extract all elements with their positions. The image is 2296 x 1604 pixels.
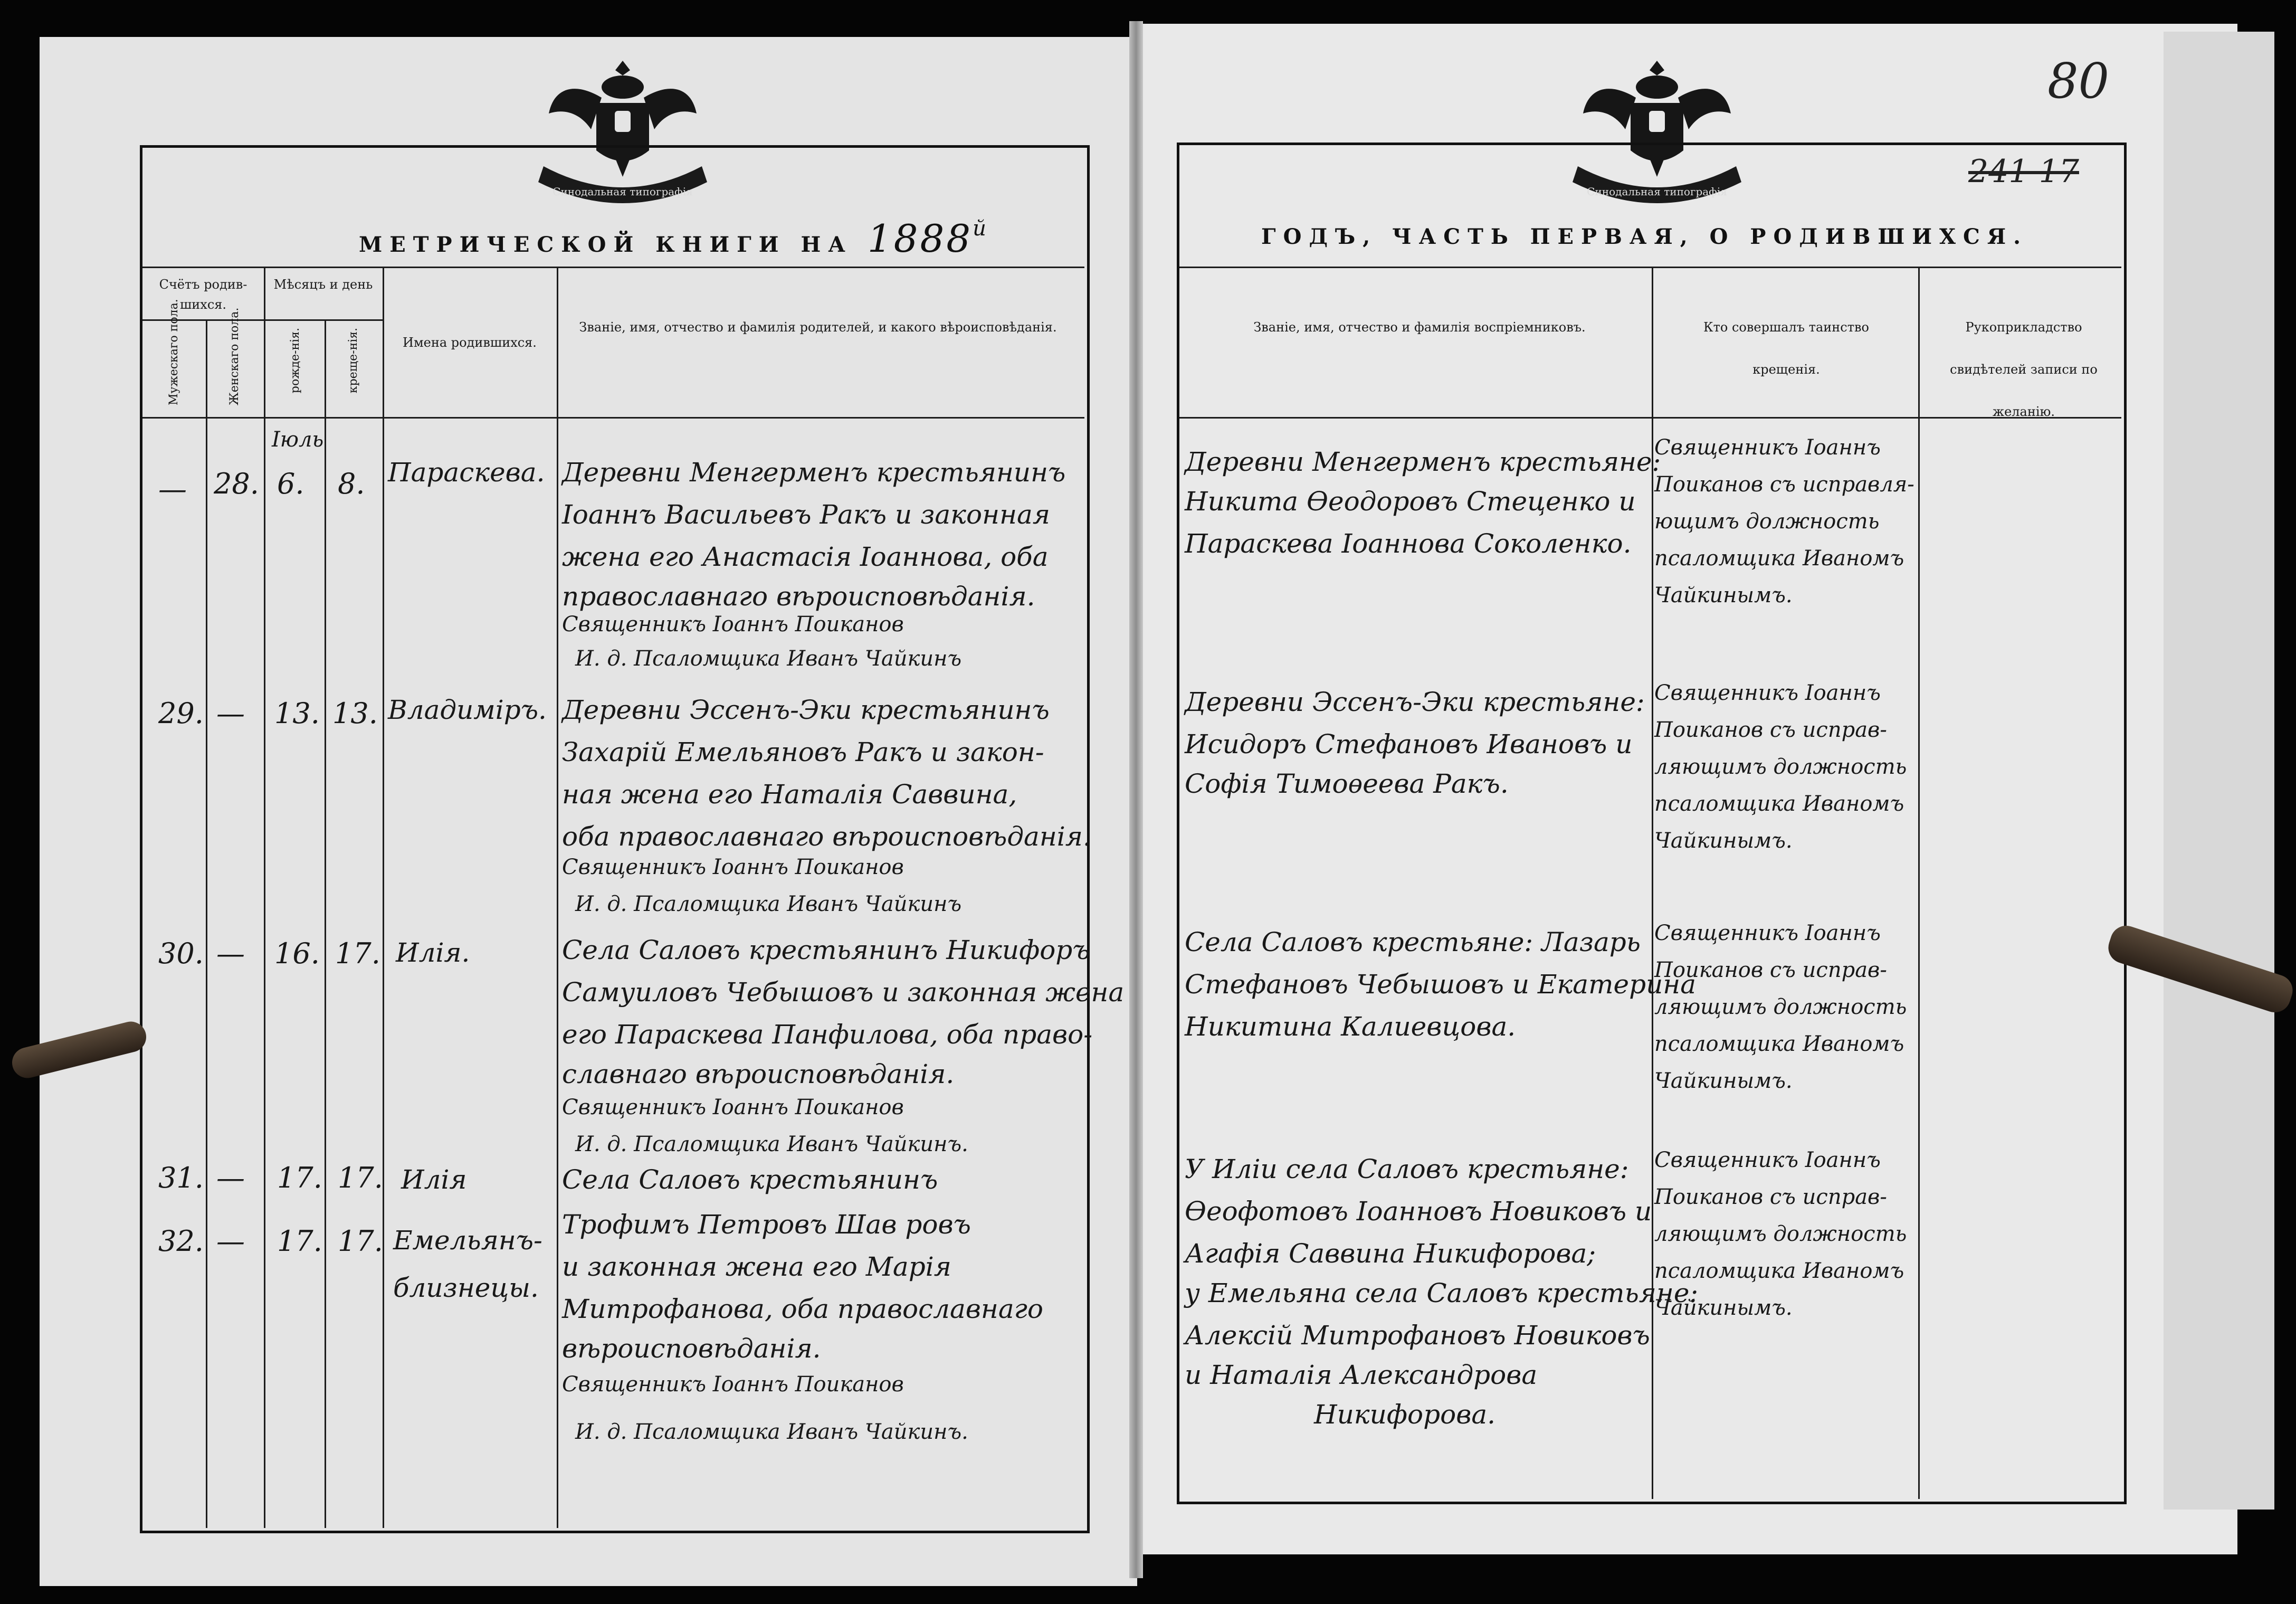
priest-signature: Священникъ Іоаннъ Поиканов — [562, 1372, 904, 1397]
entry-female-count: — — [216, 697, 245, 730]
psalmist-signature: И. д. Псаломщика Иванъ Чайкинъ — [575, 892, 962, 916]
entry-child-name: Емельянъ- — [393, 1225, 542, 1256]
entry-parents-line: славнаго вѣроисповѣданія. — [562, 1059, 955, 1089]
left-title: МЕТРИЧЕСКОЙ КНИГИ НА 1888й — [359, 216, 988, 261]
entry-godparents-line: Никита Ѳеодоровъ Стеценко и — [1185, 486, 1636, 517]
emblem-ribbon-text: Синодальная типографія — [1587, 185, 1727, 198]
col-header-parents: Званіе, имя, отчество и фамилія родителей, и какого вѣроисповѣданія. — [579, 320, 1057, 335]
header-bottom-rule — [142, 417, 1084, 419]
entry-performed-line: Поиканов съ исправ- — [1654, 958, 1887, 982]
col-header-witnesses: Рукоприкладство свидѣтелей записи по желанію. — [1950, 320, 2098, 419]
psalmist-signature: И. д. Псаломщика Иванъ Чайкинъ. — [575, 1420, 968, 1444]
entry-performed-line: ляющимъ должность — [1654, 755, 1907, 779]
psalmist-signature: И. д. Псаломщика Иванъ Чайкинъ — [575, 647, 962, 671]
col-divider — [383, 267, 384, 1528]
entry-performed-line: Священникъ Іоаннъ — [1654, 921, 1881, 945]
entry-parents-line: оба православнаго вѣроисповѣданія. — [562, 821, 1091, 852]
priest-signature: Священникъ Іоаннъ Поиканов — [562, 855, 904, 879]
entry-godparents-line: Исидоръ Стефановъ Ивановъ и — [1185, 729, 1633, 760]
entry-baptism-day: 8. — [338, 467, 365, 500]
entry-parents-line: Села Саловъ крестьянинъ — [562, 1164, 938, 1195]
next-page-edge — [2164, 32, 2274, 1510]
col-header-performed-by: Кто совершалъ таинство крещенія. — [1703, 320, 1869, 377]
entry-parents-line: Деревни Эссенъ-Эки крестьянинъ — [562, 695, 1050, 725]
entry-parents-line: Іоаннъ Васильевъ Ракъ и законная — [562, 499, 1050, 530]
entry-performed-line: Священникъ Іоаннъ — [1654, 1148, 1881, 1172]
entry-parents-line: Захарій Емельяновъ Ракъ и закон- — [562, 737, 1044, 767]
entry-child-name: Илія — [401, 1164, 467, 1195]
entry-parents-line: Села Саловъ крестьянинъ Никифоръ — [562, 935, 1090, 965]
entry-performed-line: ющимъ должность — [1654, 509, 1880, 534]
entry-male-count: — — [158, 472, 187, 506]
emblem-ribbon-text: Синодальная типографія — [552, 185, 693, 198]
date-subrule — [264, 319, 383, 321]
entry-male-count: 30. — [158, 937, 204, 970]
header-top-rule-right — [1179, 267, 2121, 268]
entry-performed-line: Священникъ Іоаннъ — [1654, 681, 1881, 705]
col-header-month-day: Мѣсяцъ и день — [273, 277, 373, 292]
col-divider — [325, 321, 326, 1528]
header-top-rule — [142, 267, 1084, 268]
entry-baptism-day: 17. — [338, 1161, 383, 1194]
entry-baptism-day: 13. — [332, 697, 378, 730]
priest-signature: Священникъ Іоаннъ Поиканов — [562, 1095, 904, 1119]
col-header-godparents: Званіе, имя, отчество и фамилія воспріемниковъ. — [1253, 320, 1586, 335]
entry-parents-line: жена его Анастасія Іоаннова, оба — [562, 542, 1049, 572]
entry-male-count: 31. — [158, 1161, 204, 1194]
entry-godparents-line: Софія Тимоѳеева Ракъ. — [1185, 768, 1509, 799]
entry-performed-line: Поиканов съ исправ- — [1654, 1185, 1887, 1209]
col-header-female: Женскаго пола. — [228, 307, 241, 405]
psalmist-signature: И. д. Псаломщика Иванъ Чайкинъ. — [575, 1132, 968, 1156]
entry-godparents-line: Никитина Калиевцова. — [1185, 1011, 1516, 1042]
entry-godparents-line: Никифорова. — [1314, 1399, 1496, 1430]
col-header-names: Имена родившихся. — [403, 335, 537, 350]
right-title: ГОДЪ, ЧАСТЬ ПЕРВАЯ, О РОДИВШИХСЯ. — [1261, 224, 2028, 249]
book-spine — [1129, 21, 1143, 1578]
entry-godparents-line: Алексій Митрофановъ Новиковъ — [1185, 1320, 1650, 1351]
entry-performed-line: псаломщика Иваномъ — [1654, 1259, 1904, 1283]
entry-child-name: Илія. — [396, 937, 470, 968]
entry-performed-line: Чайкинымъ. — [1654, 583, 1793, 608]
entry-godparents-line: Ѳеофотовъ Іоанновъ Новиковъ и — [1185, 1196, 1652, 1227]
entry-performed-line: псаломщика Иваномъ — [1654, 546, 1904, 571]
entry-godparents-line: Агафія Саввина Никифорова; — [1185, 1238, 1596, 1269]
entry-child-name-note: близнецы. — [393, 1273, 539, 1303]
col-divider — [1918, 267, 1920, 1499]
count-subrule — [142, 319, 264, 321]
entry-birth-day: 13. — [274, 697, 320, 730]
entry-baptism-day: 17. — [338, 1225, 383, 1258]
entry-parents-line: православнаго вѣроисповѣданія. — [562, 581, 1035, 612]
priest-signature: Священникъ Іоаннъ Поиканов — [562, 612, 904, 637]
entry-godparents-line: Параскева Іоаннова Соколенко. — [1185, 528, 1632, 559]
entry-month: Іюль — [272, 428, 324, 452]
entry-godparents-line: Села Саловъ крестьяне: Лазарь — [1185, 927, 1641, 957]
entry-performed-line: Поиканов съ исправля- — [1654, 472, 1914, 497]
entry-performed-line: псаломщика Иваномъ — [1654, 1032, 1904, 1056]
entry-birth-day: 17. — [277, 1225, 322, 1258]
entry-godparents-line: Деревни Эссенъ-Эки крестьяне: — [1185, 687, 1645, 717]
entry-godparents-line: Деревни Менгерменъ крестьяне: — [1185, 447, 1661, 477]
col-divider — [264, 267, 265, 1528]
entry-male-count: 29. — [158, 697, 204, 730]
entry-performed-line: Поиканов съ исправ- — [1654, 718, 1887, 742]
entry-performed-line: Чайкинымъ. — [1654, 1069, 1793, 1093]
entry-child-name: Параскева. — [388, 457, 545, 488]
year: 1888 — [867, 216, 973, 261]
entry-baptism-day: 17. — [335, 937, 380, 970]
entry-performed-line: псаломщика Иваномъ — [1654, 792, 1904, 816]
page-number: 80 — [2047, 53, 2110, 109]
entry-godparents-line: Стефановъ Чебышовъ и Екатерина — [1185, 969, 1697, 1000]
entry-godparents-line: У Иліи села Саловъ крестьяне: — [1185, 1154, 1629, 1184]
entry-godparents-line: и Наталія Александрова — [1185, 1360, 1538, 1390]
col-header-birth: рожде-нія. — [289, 327, 302, 394]
entry-birth-day: 16. — [274, 937, 320, 970]
entry-parents-line: ная жена его Наталія Саввина, — [562, 779, 1017, 810]
entry-female-count: — — [216, 937, 245, 970]
entry-godparents-line: у Емельяна села Саловъ крестьяне: — [1185, 1278, 1699, 1308]
entry-performed-line: Чайкинымъ. — [1654, 829, 1793, 853]
entry-male-count: 32. — [158, 1225, 204, 1258]
entry-parents-line: Митрофанова, оба православнаго — [562, 1294, 1044, 1324]
entry-female-count: 28. — [214, 467, 259, 500]
entry-parents-line: Самуиловъ Чебышовъ и законная жена — [562, 977, 1125, 1008]
entry-birth-day: 17. — [277, 1161, 322, 1194]
entry-female-count: — — [216, 1161, 245, 1194]
entry-parents-line: и законная жена его Марія — [562, 1251, 951, 1282]
col-divider — [206, 321, 207, 1528]
col-header-count: Счётъ родив-шихся. — [159, 277, 247, 312]
struck-number: 241 17 — [1968, 153, 2079, 190]
entry-parents-line: вѣроисповѣданія. — [562, 1333, 821, 1364]
entry-birth-day: 6. — [277, 467, 304, 500]
entry-performed-line: Чайкинымъ. — [1654, 1296, 1793, 1320]
entry-parents-line: Трофимъ Петровъ Шав ровъ — [562, 1209, 971, 1240]
col-header-baptism: креще-нія. — [347, 327, 360, 394]
entry-performed-line: Священникъ Іоаннъ — [1654, 435, 1881, 460]
col-header-male: Мужескаго пола. — [167, 299, 180, 405]
entry-child-name: Владиміръ. — [388, 695, 547, 725]
entry-parents-line: Деревни Менгерменъ крестьянинъ — [562, 457, 1066, 488]
entry-female-count: — — [216, 1225, 245, 1258]
entry-parents-line: его Параскева Панфилова, оба право- — [562, 1019, 1093, 1050]
col-divider — [557, 267, 558, 1528]
entry-performed-line: ляющимъ должность — [1654, 995, 1907, 1019]
entry-performed-line: ляющимъ должность — [1654, 1222, 1907, 1246]
